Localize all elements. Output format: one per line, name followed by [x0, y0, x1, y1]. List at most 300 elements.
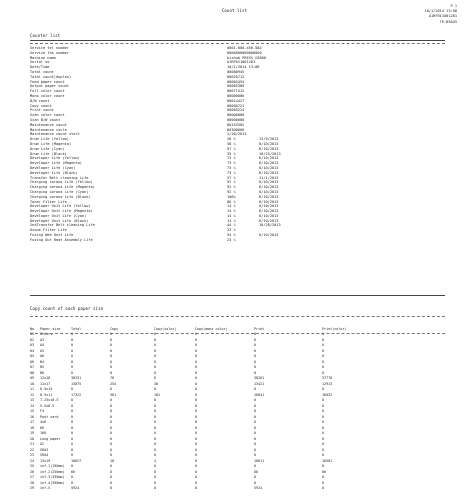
table-cell: 5924: [71, 486, 80, 490]
table-cell: 0: [195, 414, 198, 419]
column-header: Copy(mono color): [195, 327, 228, 331]
table-cell: 0: [71, 431, 74, 435]
counter-value: A1RF011001281: [227, 60, 256, 65]
table-cell: 0: [110, 469, 113, 474]
table-cell: 21: [30, 442, 35, 446]
table-cell: 0: [71, 447, 74, 452]
table-cell: 02: [30, 337, 35, 342]
table-cell: 0: [254, 431, 257, 435]
counter-label: Copy count: [30, 103, 52, 108]
table-cell: 0: [110, 370, 113, 375]
counter-value: 58 %: [227, 141, 236, 146]
counter-date: 10/28/2013: [259, 223, 281, 228]
table-cell: 07: [30, 365, 35, 369]
table-cell: 0: [110, 337, 113, 342]
paper-size-table: [30, 326, 450, 492]
table-cell: 23: [30, 453, 35, 457]
table-cell: 0: [195, 398, 198, 402]
counter-date: 6/10/2013: [259, 156, 279, 161]
counter-value: 92 %: [227, 189, 236, 194]
counter-date: 6/10/2013: [259, 194, 279, 199]
table-cell: 0: [71, 480, 74, 485]
counter-label: Developer Life (Magenta): [30, 161, 82, 166]
counter-label: Drum Life (Black): [30, 151, 67, 156]
table-cell: 05: [30, 354, 35, 358]
table-cell: 20: [30, 436, 35, 441]
header-title: Count list: [221, 8, 248, 13]
table-cell: 0: [154, 442, 157, 446]
table-cell: 0: [195, 447, 198, 452]
table-cell: 0: [254, 442, 257, 446]
counter-label: Charging corona Life (Black): [30, 194, 91, 199]
counter-label: Output paper count: [30, 84, 69, 89]
table-cell: 0: [322, 365, 325, 369]
counter-label: Toner Filter Life: [30, 199, 67, 204]
table-cell: 19: [30, 431, 35, 435]
counter-value: 00065389: [227, 84, 245, 89]
table-cell: 0: [110, 343, 113, 347]
table-cell: 0: [110, 398, 113, 402]
table-cell: 0: [154, 403, 157, 408]
table-cell: 17322: [71, 392, 82, 397]
table-cell: inf.2(250mm): [40, 469, 65, 474]
table-cell: B4: [40, 359, 45, 364]
table-cell: 0: [254, 425, 257, 430]
table-cell: B5: [40, 365, 45, 369]
table-cell: 0: [322, 370, 325, 375]
counter-value: 14 %: [227, 213, 236, 218]
table-cell: 254: [110, 381, 117, 386]
counter-label: Total count: [30, 69, 54, 74]
counter-value: 73 %: [227, 161, 236, 166]
table-cell: 0: [195, 348, 198, 353]
table-cell: 0: [154, 337, 157, 342]
counter-value: 00065454: [227, 79, 245, 84]
table-cell: 0: [254, 365, 257, 369]
table-cell: 13875: [71, 381, 82, 386]
table-cell: 0: [322, 420, 325, 424]
counter-label: Scan B/W count: [30, 117, 61, 122]
table-cell: 0: [254, 359, 257, 364]
table-cell: 0: [254, 343, 257, 347]
table-cell: 0: [195, 431, 198, 435]
counter-list-title: Counter list: [30, 33, 61, 38]
table-cell: 0: [154, 425, 157, 430]
table-cell: 0: [71, 475, 74, 479]
table-cell: 0: [154, 436, 157, 441]
counter-value: 100%: [227, 194, 236, 199]
table-cell: 0: [154, 420, 157, 424]
counter-label: Maintenance count start: [30, 132, 80, 137]
table-cell: 0: [254, 480, 257, 485]
table-cell: 0: [195, 475, 198, 479]
table-cell: 0: [322, 453, 325, 457]
table-cell: 0: [322, 403, 325, 408]
table-cell: 0: [254, 332, 257, 336]
table-cell: 26: [30, 469, 35, 474]
table-cell: 0: [71, 425, 74, 430]
counter-label: Date/Time: [30, 65, 50, 70]
column-header: Total: [71, 327, 82, 331]
table-cell: 0: [195, 387, 198, 391]
table-cell: 0: [195, 453, 198, 457]
table-cell: 10: [110, 458, 115, 463]
table-cell: 01: [30, 332, 35, 336]
counter-value: 00000000: [227, 113, 245, 118]
counter-label: Developer Unit Life (Black): [30, 218, 89, 223]
table-cell: 0: [71, 365, 74, 369]
table-cell: 0: [195, 381, 198, 386]
counter-label: Fusing Web Unit Life: [30, 233, 74, 238]
counter-value: 2/28/2013: [227, 132, 247, 137]
column-header: No: [30, 327, 35, 331]
table-cell: 10: [30, 381, 35, 386]
table-cell: 0: [154, 348, 157, 353]
counter-label: Maintenance cycle: [30, 127, 67, 132]
table-cell: 0: [71, 398, 74, 402]
table-cell: 8.5x14: [40, 387, 53, 391]
table-cell: A5: [40, 348, 45, 353]
counter-label: Ozone Filter Life: [30, 228, 67, 233]
table-cell: 0: [110, 420, 113, 424]
table-cell: 28: [30, 480, 35, 485]
table-cell: 13: [30, 398, 35, 402]
table-cell: 0: [195, 370, 198, 375]
table-cell: 0: [195, 376, 198, 380]
table-cell: 0: [322, 414, 325, 419]
table-cell: 12913: [322, 381, 333, 386]
counter-value: 14 %: [227, 204, 236, 209]
counter-value: 00088945: [227, 69, 245, 74]
counter-value: 00020712: [227, 74, 245, 79]
table-cell: 0: [195, 354, 198, 358]
table-cell: F4: [40, 409, 45, 413]
table-cell: 0: [110, 359, 113, 364]
table-cell: 0: [154, 387, 157, 391]
counter-value: 92 %: [227, 180, 236, 185]
counter-value: 10/1/2014 13:08: [227, 65, 260, 70]
table-cell: 0: [254, 370, 257, 375]
table-cell: 0: [154, 332, 157, 336]
table-cell: 0: [71, 387, 74, 391]
counter-value: 73 %: [227, 170, 236, 175]
counter-label: Print count: [30, 108, 54, 113]
counter-label: Transfer Belt cleaning Life: [30, 175, 89, 180]
table-cell: 0: [110, 431, 113, 435]
table-cell: 0: [154, 469, 157, 474]
counter-value: 92 %: [227, 185, 236, 190]
table-cell: 0: [110, 425, 113, 430]
table-cell: 04: [30, 348, 35, 353]
counter-value: 14 %: [227, 218, 236, 223]
counter-date: 6/10/2013: [259, 141, 279, 146]
counter-label: Scan color count: [30, 113, 65, 118]
te-code: TE:85045: [439, 19, 457, 24]
table-cell: 0: [322, 464, 325, 468]
table-cell: inf.5: [40, 486, 51, 490]
counter-label: B/W count: [30, 98, 50, 103]
table-cell: 16841: [254, 392, 265, 397]
table-cell: 76: [110, 376, 115, 380]
table-cell: 0: [110, 464, 113, 468]
table-cell: 27: [30, 475, 35, 479]
counter-label: Feed paper count: [30, 79, 65, 84]
table-cell: 0: [154, 414, 157, 419]
table-cell: 0: [71, 436, 74, 441]
counter-date: 6/10/2013: [259, 180, 279, 185]
table-cell: 5924: [254, 486, 263, 490]
table-cell: 0: [71, 403, 74, 408]
counter-value: 86 %: [227, 199, 236, 204]
table-cell: 0: [110, 453, 113, 457]
counter-label: Fusing Out Heat Assembly Life: [30, 237, 93, 242]
table-cell: A2: [40, 442, 45, 446]
table-cell: 0: [71, 453, 74, 457]
counter-value: 73 %: [227, 165, 236, 170]
counter-value: 54 %: [227, 233, 236, 238]
table-cell: 0: [195, 469, 198, 474]
table-cell: 66: [71, 469, 76, 474]
table-cell: 0: [195, 420, 198, 424]
counter-list: [30, 46, 450, 243]
counter-value: 44 %: [227, 223, 236, 228]
counter-value: 00000000: [227, 117, 245, 122]
table-cell: 0: [254, 398, 257, 402]
table-cell: inf.4(390mm): [40, 480, 65, 485]
table-cell: 22: [30, 447, 35, 452]
table-cell: 0: [254, 436, 257, 441]
counter-label: Service tel number: [30, 46, 69, 50]
table-cell: 0: [154, 480, 157, 485]
table-cell: 0: [110, 442, 113, 446]
table-cell: 0: [154, 370, 157, 375]
table-cell: 0: [110, 475, 113, 479]
table-cell: 24: [30, 458, 35, 463]
counter-date: 6/10/2013: [259, 233, 279, 238]
table-cell: 0: [154, 365, 157, 369]
table-cell: 0: [71, 359, 74, 364]
counter-date: 6/10/2013: [259, 209, 279, 214]
counter-label: Charging corona Life (Magenta): [30, 185, 95, 190]
table-cell: SRA3: [40, 447, 49, 452]
table-cell: 16K: [40, 431, 47, 435]
table-cell: 0: [195, 480, 198, 485]
table-cell: 0: [110, 365, 113, 369]
serial-number: A1RF011001281: [428, 14, 457, 19]
table-cell: 0: [154, 409, 157, 413]
table-cell: 0: [71, 348, 74, 353]
table-cell: 0: [195, 464, 198, 468]
table-cell: B6: [40, 370, 45, 375]
table-cell: 0: [322, 343, 325, 347]
table-cell: 11x17: [40, 381, 51, 386]
table-cell: 66: [322, 469, 327, 474]
counter-label: Machine name: [30, 55, 56, 60]
table-cell: 29: [30, 486, 35, 490]
table-cell: 0: [154, 486, 157, 490]
counter-value: 00154502: [227, 122, 245, 127]
table-cell: 0: [71, 420, 74, 424]
counter-label: Developer Unit Life (Cyan): [30, 213, 87, 218]
table-cell: 0: [322, 354, 325, 358]
table-cell: 15: [30, 409, 35, 413]
counter-value: 73 %: [227, 156, 236, 161]
table-cell: 0: [154, 354, 157, 358]
table-cell: 4: [154, 458, 157, 463]
table-cell: 8.5x11: [40, 392, 53, 397]
table-cell: 0: [254, 447, 257, 452]
table-cell: Long paper: [40, 436, 61, 441]
column-header: Paper size: [40, 327, 61, 331]
header-info: [425, 4, 457, 25]
table-cell: 0: [71, 414, 74, 419]
counter-label: Developer Unit Life (Yellow): [30, 204, 91, 209]
table-cell: 0: [195, 392, 198, 397]
table-cell: 30: [154, 381, 159, 386]
table-cell: 13x19: [40, 458, 51, 463]
counter-date: 12/9/2013: [259, 137, 279, 142]
counter-value: 23 %: [227, 237, 236, 242]
table-cell: 06: [30, 359, 35, 364]
table-cell: 102: [154, 392, 161, 397]
counter-list-dash: [30, 43, 445, 44]
counter-value: 00071512: [227, 89, 245, 94]
column-header: Print(color): [322, 327, 347, 331]
table-cell: 38261: [254, 376, 265, 380]
table-cell: 0: [322, 447, 325, 452]
table-cell: 8K: [40, 425, 45, 430]
table-cell: 0: [154, 431, 157, 435]
counter-label: Maintenance count: [30, 122, 67, 127]
counter-label: Developer Life (Cyan): [30, 165, 76, 170]
table-cell: 0: [71, 332, 74, 336]
table-cell: 0: [195, 458, 198, 463]
counter-label: Full color count: [30, 89, 65, 94]
table-cell: 16032: [322, 392, 333, 397]
table-cell: 0: [254, 354, 257, 358]
table-cell: 0: [322, 332, 325, 336]
counter-date: 6/10/2013: [259, 165, 279, 170]
table-cell: 0: [322, 475, 325, 479]
table-cell: 0: [254, 337, 257, 342]
table-cell: 0: [322, 436, 325, 441]
table-cell: 8: [154, 376, 157, 380]
counter-value: 00060721: [227, 103, 245, 108]
table-cell: 09: [30, 376, 35, 380]
counter-label: Serial no: [30, 60, 50, 65]
counter-list-bottom-rule: [30, 295, 445, 296]
counter-label: Developer Life (Yellow): [30, 156, 80, 161]
table-cell: 0: [254, 409, 257, 413]
table-cell: 0: [110, 348, 113, 353]
paper-size-title: Copy count of each paper size: [30, 306, 104, 311]
table-cell: 14: [30, 403, 35, 408]
table-cell: 0: [254, 464, 257, 468]
table-cell: 0: [195, 436, 198, 441]
counter-date: 6/10/2013: [259, 218, 279, 223]
table-cell: Others: [40, 332, 53, 336]
table-cell: 4x6: [40, 420, 47, 424]
table-cell: 0: [195, 486, 198, 490]
table-cell: 0: [254, 414, 257, 419]
table-cell: 12x18: [40, 376, 51, 380]
table-cell: 0: [254, 403, 257, 408]
table-cell: 25: [30, 464, 35, 468]
table-cell: inf.1(190mm): [40, 464, 65, 468]
counter-label: Service fax number: [30, 50, 69, 55]
table-cell: 0: [110, 403, 113, 408]
table-cell: 0: [254, 475, 257, 479]
table-cell: 0: [254, 387, 257, 391]
counter-date: 6/10/2013: [259, 213, 279, 218]
table-cell: 7.25x10.5: [40, 398, 59, 402]
counter-list-rule: [30, 40, 445, 41]
table-cell: 381: [110, 392, 117, 397]
table-cell: 5.5x8.5: [40, 403, 55, 408]
table-cell: 0: [322, 398, 325, 402]
table-cell: 16: [30, 414, 35, 419]
column-header: Copy: [110, 327, 119, 331]
table-cell: 0: [71, 409, 74, 413]
table-cell: 0: [195, 332, 198, 336]
counter-label: Charging corona Life (Yellow): [30, 180, 93, 185]
counter-label: Mono color count: [30, 93, 65, 98]
counter-value: 00085224: [227, 108, 245, 113]
table-cell: 11: [30, 387, 35, 391]
counter-label: Developer Unit Life (Magenta): [30, 209, 93, 214]
counter-date: 10/25/2013: [259, 151, 281, 156]
counter-label: 2ndTransfer Belt cleaning Life: [30, 223, 95, 228]
table-cell: 0: [154, 343, 157, 347]
table-cell: 0: [195, 442, 198, 446]
table-cell: 0: [154, 464, 157, 468]
table-cell: A3: [40, 337, 45, 342]
counter-value: 35 %: [227, 151, 236, 156]
counter-date: 6/10/2013: [259, 204, 279, 209]
table-cell: 0: [110, 332, 113, 336]
table-row: [30, 486, 450, 492]
table-cell: SRA4: [40, 453, 49, 457]
counter-date: 6/10/2013: [259, 170, 279, 175]
page-number: P.1: [450, 4, 457, 8]
table-cell: 13421: [254, 381, 265, 386]
table-header-rule: [30, 333, 445, 334]
table-cell: 0: [322, 431, 325, 435]
counter-value: 00300000: [227, 127, 245, 132]
table-cell: 0: [71, 442, 74, 446]
counter-label: Drum Life (Magenta): [30, 141, 72, 146]
table-cell: 18: [30, 425, 35, 430]
table-cell: 0: [322, 359, 325, 364]
table-cell: 0: [254, 453, 257, 457]
counter-value: 00014427: [227, 98, 245, 103]
table-cell: 0: [71, 343, 74, 347]
table-cell: 12: [30, 392, 35, 397]
counter-date: 6/10/2013: [259, 199, 279, 204]
table-cell: 0: [322, 480, 325, 485]
table-cell: 08: [30, 370, 35, 375]
counter-date: 6/10/2013: [259, 185, 279, 190]
table-cell: 0: [110, 436, 113, 441]
table-cell: 0: [71, 337, 74, 342]
column-header: Print: [254, 327, 265, 331]
table-cell: 0: [322, 486, 325, 490]
table-cell: 10611: [254, 458, 265, 463]
counter-date: 11/1/2013: [259, 175, 279, 180]
table-cell: 38331: [71, 376, 82, 380]
table-cell: 0: [110, 486, 113, 490]
print-datetime: 10/1/2014 13:08: [424, 9, 457, 14]
